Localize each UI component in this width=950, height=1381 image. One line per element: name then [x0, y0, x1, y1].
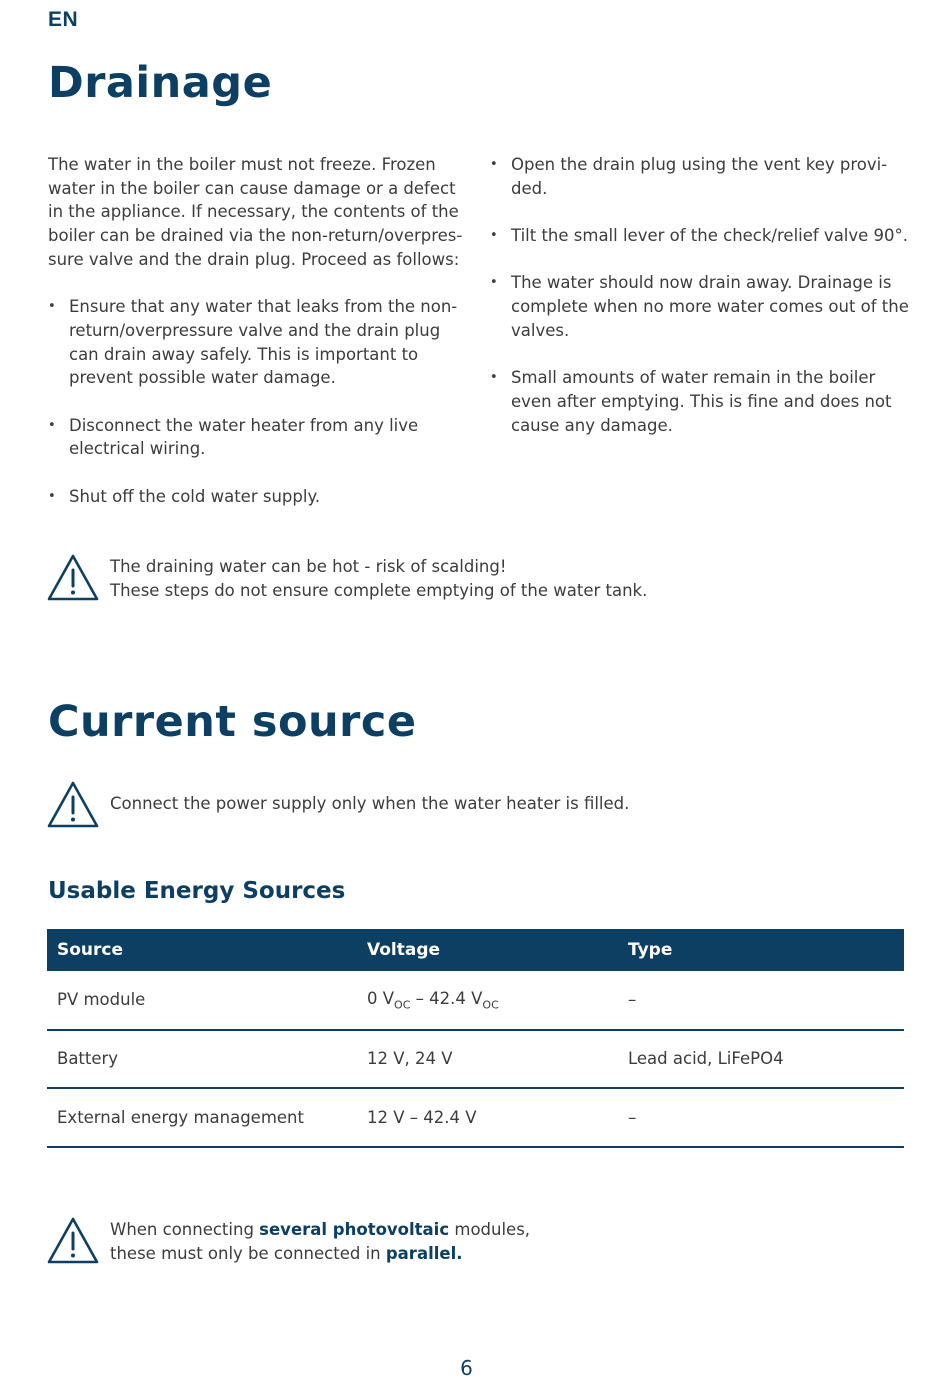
warning-text-line1: The draining water can be hot - risk of scalding!	[110, 557, 507, 576]
usable-energy-sources-heading: Usable Energy Sources	[48, 878, 346, 904]
energy-sources-table	[47, 929, 904, 1148]
column-header-type: Type	[628, 940, 673, 960]
drainage-steps-left	[48, 295, 468, 508]
drainage-left-column	[48, 153, 468, 532]
warning-icon	[46, 780, 100, 830]
cell-source: Battery	[47, 1030, 357, 1089]
emphasis-several-photovoltaic: several photovoltaic	[259, 1220, 450, 1239]
warning-text-line2-pre: these must only be connected in	[110, 1243, 386, 1263]
cell-source: PV module	[47, 971, 357, 1030]
column-header-voltage: Voltage	[367, 940, 441, 960]
warning-text-line2	[110, 1242, 530, 1266]
table-row	[47, 971, 904, 1030]
cell-voltage: 12 V – 42.4 V	[357, 1088, 618, 1147]
warning-text-pre: When connecting	[110, 1220, 260, 1239]
table-row	[47, 1030, 904, 1089]
voltage-start: 0 V	[367, 988, 395, 1008]
cell-source: External energy management	[47, 1088, 357, 1147]
column-header-source: Source	[57, 940, 124, 960]
cell-voltage	[357, 971, 618, 1030]
list-item: • Tilt the small lever of the check/relief valve 90°.	[490, 224, 910, 248]
drainage-title: Drainage	[48, 58, 273, 108]
warning-icon	[46, 553, 100, 603]
language-label: EN	[48, 8, 79, 31]
voltage-end: 42.4 V	[429, 988, 483, 1008]
cell-type: –	[618, 1088, 904, 1147]
list-item: • The water should now drain away. Drainage is complete when no more water comes out of the valves.	[490, 271, 910, 342]
list-item: • Disconnect the water heater from any live electrical wiring.	[48, 414, 468, 461]
warning-text-mid: modules,	[449, 1220, 531, 1239]
drainage-right-column	[490, 153, 910, 461]
current-source-title: Current source	[48, 697, 417, 747]
voltage-start-subscript: OC	[394, 997, 411, 1011]
warning-text-line2: These steps do not ensure complete emptying of the water tank.	[110, 580, 648, 600]
power-supply-warning	[46, 780, 629, 830]
pv-parallel-warning	[46, 1216, 530, 1266]
warning-text-line1	[110, 1218, 530, 1242]
emphasis-parallel: parallel.	[385, 1243, 463, 1263]
page-number: 6	[460, 1356, 473, 1380]
list-item: • Shut off the cold water supply.	[48, 485, 468, 509]
table-header-row	[47, 929, 904, 971]
table-row	[47, 1088, 904, 1147]
voltage-separator: –	[410, 988, 430, 1008]
cell-type: Lead acid, LiFePO4	[618, 1030, 904, 1089]
warning-icon	[46, 1216, 100, 1266]
drainage-steps-right	[490, 153, 910, 437]
cell-type: –	[618, 971, 904, 1030]
list-item: • Ensure that any water that leaks from the non-return/overpressure valve and the drain plug can drain away safely. This is important to prevent possible water damage.	[48, 295, 468, 390]
cell-voltage: 12 V, 24 V	[357, 1030, 618, 1089]
drainage-intro: The water in the boiler must not freeze. Frozen water in the boiler can cause damage or a defect in the appliance. If necessary, the contents of the boiler can be drained via the non-return/overpres-sure valve and the drain plug. Proceed as follows:	[48, 155, 463, 269]
warning-text: Connect the power supply only when the water heater is filled.	[110, 794, 630, 813]
voltage-end-subscript: OC	[482, 997, 499, 1011]
list-item: • Open the drain plug using the vent key provi-ded.	[490, 153, 910, 200]
scalding-warning	[46, 553, 647, 603]
list-item: • Small amounts of water remain in the boiler even after emptying. This is fine and does not cause any damage.	[490, 366, 910, 437]
